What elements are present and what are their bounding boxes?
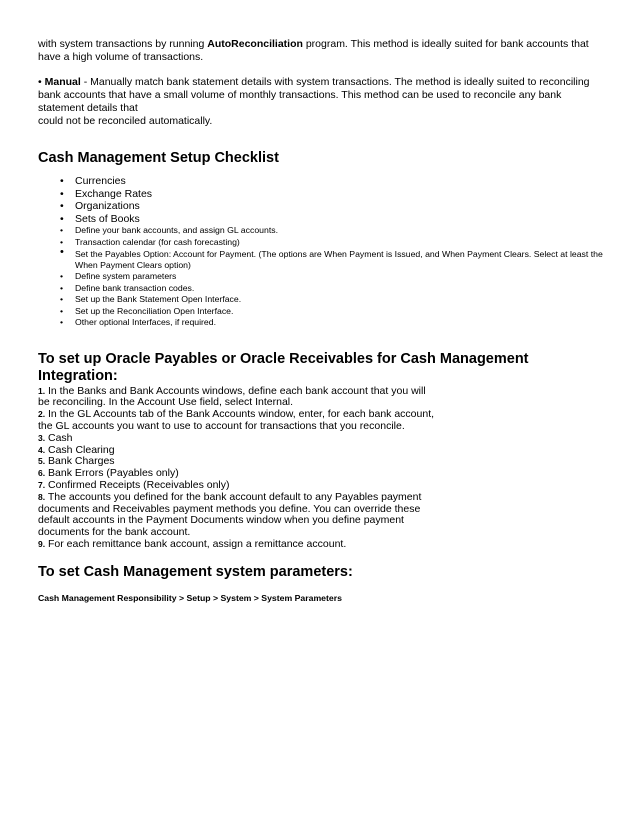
intro-auto-paragraph (38, 38, 604, 64)
step-number: 2. (38, 409, 46, 420)
step: 7. Confirmed Receipts (Receivables only) (38, 479, 230, 492)
manual-bullet: • (38, 76, 42, 88)
list-item: • Currencies (60, 175, 126, 187)
list-item: • Define your bank accounts, and assign GL accounts. (60, 225, 278, 235)
list-item: • Transaction calendar (for cash forecasting) (60, 236, 240, 247)
bullet: • (60, 294, 64, 305)
step: 5. Bank Charges (38, 455, 115, 468)
step-continuation: the GL accounts you want to use to account for transactions that you reconcile. (38, 420, 405, 433)
step-continuation: default accounts in the Payment Documents window when you define payment (38, 514, 404, 527)
auto-reconciliation-term: AutoReconciliation (207, 38, 303, 50)
document-page (38, 38, 604, 604)
step-number: 8. (38, 491, 46, 502)
bullet: • (60, 282, 64, 293)
step: 1. In the Banks and Bank Accounts windows, define each bank account that you will (38, 384, 426, 397)
list-item: • Set up the Bank Statement Open Interface. (60, 294, 242, 305)
bullet: • (60, 246, 64, 258)
step: 6. Bank Errors (Payables only) (38, 467, 179, 480)
checklist-heading: Cash Management Setup Checklist (38, 150, 279, 166)
step-number: 1. (38, 385, 46, 396)
step-number: 7. (38, 480, 46, 491)
step: 2. In the GL Accounts tab of the Bank Accounts window, enter, for each bank account, (38, 408, 435, 421)
step-number: 9. (38, 539, 46, 550)
list-item: • Sets of Books (60, 212, 140, 225)
step-number: 3. (38, 432, 46, 443)
step-number: 6. (38, 468, 46, 479)
list-item: • Set up the Reconciliation Open Interface. (60, 305, 234, 316)
manual-text: - Manually match bank statement details with system transactions. The method is ideally suited to reconciling bank accounts that have a small volume of monthly transactions. This method can be used to reconcile any bank statement details that (38, 76, 590, 114)
intro-manual-paragraph (38, 76, 604, 128)
step: 9. For each remittance bank account, assign a remittance account. (38, 538, 347, 551)
step-number: 5. (38, 456, 46, 467)
step: 8. The accounts you defined for the bank account default to any Payables payment (38, 490, 422, 503)
manual-text-continued: could not be reconciled automatically. (38, 115, 213, 127)
bullet: • (60, 236, 64, 247)
auto-text-before: with system transactions by running (38, 38, 208, 50)
list-item: • Exchange Rates (60, 187, 153, 200)
bullet: • (60, 212, 64, 225)
navigation-path: Cash Management Responsibility > Setup > System > System Parameters (38, 592, 342, 603)
manual-term: Manual (44, 76, 81, 88)
bullet: • (60, 187, 64, 200)
auto-text-after: program. This method is ideally suited for bank accounts that have a high volume of transactions. (38, 38, 589, 63)
bullet: • (60, 317, 64, 328)
bullet: • (60, 200, 64, 212)
list-item: • Define bank transaction codes. (60, 282, 195, 293)
list-item: • Other optional Interfaces, if required. (60, 317, 217, 328)
step-continuation: be reconciling. In the Account Use field, select Internal. (38, 396, 294, 409)
step-number: 4. (38, 444, 46, 455)
step-continuation: documents for the bank account. (38, 526, 191, 539)
bullet: • (60, 271, 64, 282)
step: 4. Cash Clearing (38, 443, 115, 456)
integration-steps (38, 386, 604, 551)
params-heading: To set Cash Management system parameters: (38, 563, 353, 580)
list-item: • Define system parameters (60, 271, 177, 282)
bullet: • (60, 305, 64, 316)
checklist (38, 175, 604, 329)
step: 3. Cash (38, 431, 73, 444)
bullet: • (60, 225, 64, 235)
step-continuation: documents and Receivables payment methods you define. You can override these (38, 502, 421, 515)
bullet: • (60, 175, 64, 187)
list-item: • Set the Payables Option: Account for Payment. (The options are When Payment is Issued, and When Payment Clears. Select at least the When Payment Clears option) (60, 246, 603, 270)
integration-heading: To set up Oracle Payables or Oracle Receivables for Cash Management Integration: (38, 350, 529, 384)
list-item: • Organizations (60, 200, 140, 212)
